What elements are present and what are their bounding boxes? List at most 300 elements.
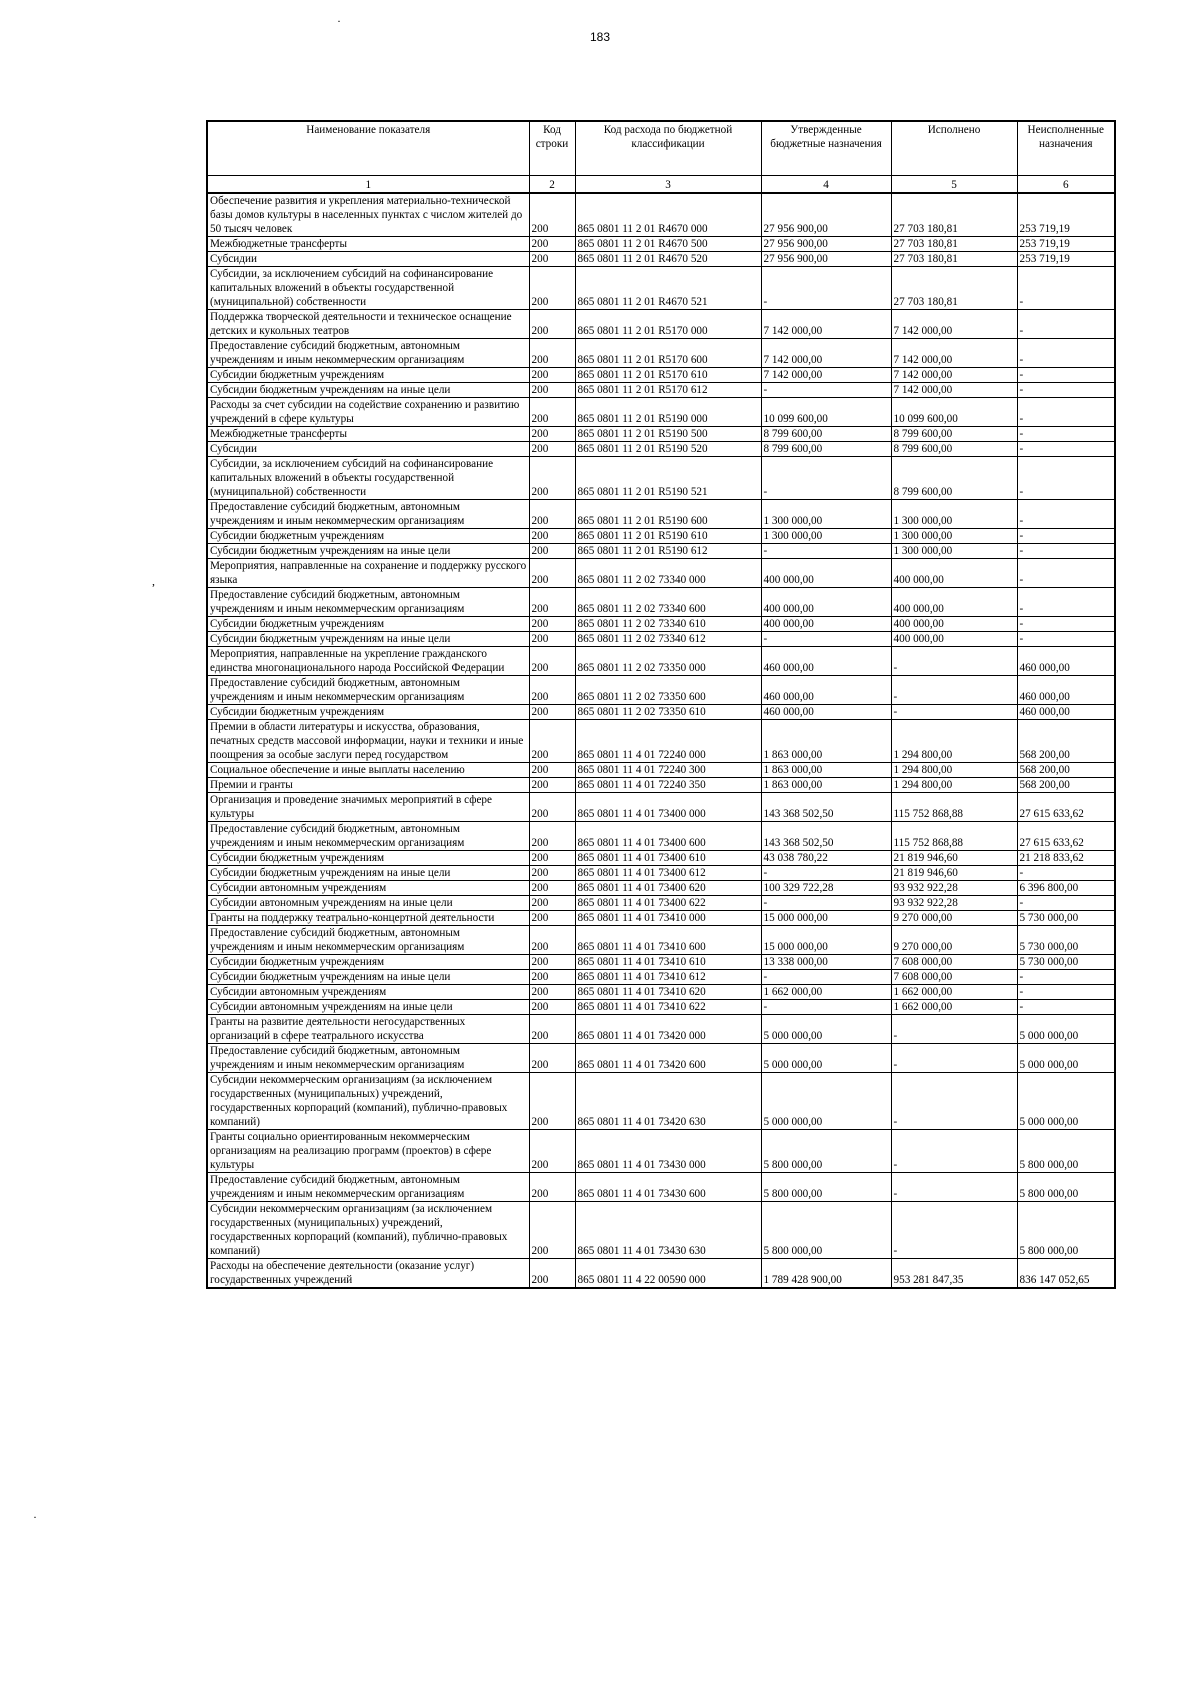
unexecuted-cell: 253 719,19: [1017, 252, 1115, 267]
unexecuted-cell: -: [1017, 267, 1115, 310]
name-cell: Субсидии, за исключением субсидий на софинансирование капитальных вложений в объекты государственной (муниципальной) собственности: [207, 457, 529, 500]
executed-cell: 7 142 000,00: [891, 339, 1017, 368]
budget-code-cell: 865 0801 11 4 01 73420 600: [575, 1044, 761, 1073]
line-code-cell: 200: [529, 267, 575, 310]
approved-cell: 1 789 428 900,00: [761, 1259, 891, 1289]
budget-code-cell: 865 0801 11 4 01 73410 600: [575, 926, 761, 955]
line-code-cell: 200: [529, 310, 575, 339]
executed-cell: 1 300 000,00: [891, 544, 1017, 559]
line-code-cell: 200: [529, 1259, 575, 1289]
approved-cell: 460 000,00: [761, 676, 891, 705]
table-row: [207, 705, 1115, 720]
table-row: [207, 1202, 1115, 1259]
table-row: [207, 763, 1115, 778]
table-row: [207, 267, 1115, 310]
approved-cell: 13 338 000,00: [761, 955, 891, 970]
column-header-unexecuted: Неисполненные назначения: [1017, 121, 1115, 176]
budget-code-cell: 865 0801 11 2 01 R5190 600: [575, 500, 761, 529]
executed-cell: 1 300 000,00: [891, 500, 1017, 529]
table-row: [207, 632, 1115, 647]
name-cell: Гранты на развитие деятельности негосударственных организаций в сфере театрального искусства: [207, 1015, 529, 1044]
approved-cell: 400 000,00: [761, 559, 891, 588]
unexecuted-cell: -: [1017, 457, 1115, 500]
name-cell: Расходы на обеспечение деятельности (оказание услуг) государственных учреждений: [207, 1259, 529, 1289]
approved-cell: 460 000,00: [761, 647, 891, 676]
budget-code-cell: 865 0801 11 2 01 R5190 000: [575, 398, 761, 427]
name-cell: Субсидии бюджетным учреждениям на иные цели: [207, 544, 529, 559]
table-row: [207, 778, 1115, 793]
name-cell: Субсидии бюджетным учреждениям на иные цели: [207, 383, 529, 398]
executed-cell: 27 703 180,81: [891, 237, 1017, 252]
executed-cell: 7 608 000,00: [891, 970, 1017, 985]
name-cell: Гранты социально ориентированным некоммерческим организациям на реализацию программ (проектов) в сфере культуры: [207, 1130, 529, 1173]
table-row: [207, 252, 1115, 267]
unexecuted-cell: 5 730 000,00: [1017, 911, 1115, 926]
table-row: [207, 926, 1115, 955]
line-code-cell: 200: [529, 896, 575, 911]
approved-cell: 15 000 000,00: [761, 926, 891, 955]
line-code-cell: 200: [529, 457, 575, 500]
approved-cell: -: [761, 267, 891, 310]
budget-code-cell: 865 0801 11 2 02 73350 000: [575, 647, 761, 676]
budget-code-cell: 865 0801 11 4 01 73430 000: [575, 1130, 761, 1173]
approved-cell: -: [761, 970, 891, 985]
executed-cell: 400 000,00: [891, 617, 1017, 632]
name-cell: Субсидии бюджетным учреждениям на иные цели: [207, 970, 529, 985]
budget-code-cell: 865 0801 11 2 01 R4670 521: [575, 267, 761, 310]
table-row: [207, 970, 1115, 985]
table-row: [207, 1173, 1115, 1202]
unexecuted-cell: 27 615 633,62: [1017, 793, 1115, 822]
name-cell: Поддержка творческой деятельности и техническое оснащение детских и кукольных театров: [207, 310, 529, 339]
budget-code-cell: 865 0801 11 4 01 73400 620: [575, 881, 761, 896]
unexecuted-cell: -: [1017, 970, 1115, 985]
table-row: [207, 896, 1115, 911]
unexecuted-cell: -: [1017, 985, 1115, 1000]
table-row: [207, 500, 1115, 529]
approved-cell: 8 799 600,00: [761, 427, 891, 442]
executed-cell: 8 799 600,00: [891, 427, 1017, 442]
table-row: [207, 647, 1115, 676]
line-code-cell: 200: [529, 559, 575, 588]
line-code-cell: 200: [529, 193, 575, 237]
executed-cell: 1 300 000,00: [891, 529, 1017, 544]
table-row: [207, 398, 1115, 427]
approved-cell: 1 863 000,00: [761, 763, 891, 778]
executed-cell: 21 819 946,60: [891, 866, 1017, 881]
budget-code-cell: 865 0801 11 4 01 72240 300: [575, 763, 761, 778]
line-code-cell: 200: [529, 339, 575, 368]
scan-speck: ·: [337, 14, 341, 28]
approved-cell: 5 000 000,00: [761, 1073, 891, 1130]
name-cell: Премии в области литературы и искусства, образования, печатных средств массовой информации, науки и техники и иные поощрения за особые заслуги перед государством: [207, 720, 529, 763]
name-cell: Межбюджетные трансферты: [207, 237, 529, 252]
line-code-cell: 200: [529, 398, 575, 427]
unexecuted-cell: 460 000,00: [1017, 676, 1115, 705]
approved-cell: -: [761, 383, 891, 398]
unexecuted-cell: 836 147 052,65: [1017, 1259, 1115, 1289]
line-code-cell: 200: [529, 383, 575, 398]
column-number: 1: [207, 176, 529, 194]
budget-code-cell: 865 0801 11 4 01 73410 620: [575, 985, 761, 1000]
name-cell: Субсидии автономным учреждениям: [207, 985, 529, 1000]
unexecuted-cell: 21 218 833,62: [1017, 851, 1115, 866]
name-cell: Предоставление субсидий бюджетным, автономным учреждениям и иным некоммерческим организациям: [207, 926, 529, 955]
executed-cell: 7 608 000,00: [891, 955, 1017, 970]
name-cell: Предоставление субсидий бюджетным, автономным учреждениям и иным некоммерческим организациям: [207, 1044, 529, 1073]
executed-cell: 8 799 600,00: [891, 457, 1017, 500]
executed-cell: -: [891, 1044, 1017, 1073]
budget-code-cell: 865 0801 11 2 02 73340 612: [575, 632, 761, 647]
budget-code-cell: 865 0801 11 4 01 73410 000: [575, 911, 761, 926]
budget-execution-table: [206, 120, 1116, 1289]
executed-cell: 400 000,00: [891, 588, 1017, 617]
name-cell: Субсидии бюджетным учреждениям: [207, 851, 529, 866]
budget-code-cell: 865 0801 11 2 02 73350 600: [575, 676, 761, 705]
table-header-row: [207, 121, 1115, 176]
approved-cell: 1 863 000,00: [761, 720, 891, 763]
table-row: [207, 881, 1115, 896]
table-row: [207, 1015, 1115, 1044]
name-cell: Субсидии, за исключением субсидий на софинансирование капитальных вложений в объекты государственной (муниципальной) собственности: [207, 267, 529, 310]
scan-speck: ,: [152, 574, 155, 588]
name-cell: Субсидии бюджетным учреждениям на иные цели: [207, 866, 529, 881]
budget-code-cell: 865 0801 11 4 01 73410 610: [575, 955, 761, 970]
column-header-line-code: Код строки: [529, 121, 575, 176]
unexecuted-cell: -: [1017, 427, 1115, 442]
executed-cell: -: [891, 1015, 1017, 1044]
line-code-cell: 200: [529, 529, 575, 544]
unexecuted-cell: 5 730 000,00: [1017, 926, 1115, 955]
budget-code-cell: 865 0801 11 2 01 R5170 600: [575, 339, 761, 368]
scan-speck: ·: [33, 1510, 37, 1524]
line-code-cell: 200: [529, 647, 575, 676]
line-code-cell: 200: [529, 632, 575, 647]
unexecuted-cell: 5 800 000,00: [1017, 1202, 1115, 1259]
unexecuted-cell: -: [1017, 1000, 1115, 1015]
table-row: [207, 529, 1115, 544]
name-cell: Социальное обеспечение и иные выплаты населению: [207, 763, 529, 778]
budget-code-cell: 865 0801 11 4 01 73410 612: [575, 970, 761, 985]
approved-cell: 27 956 900,00: [761, 237, 891, 252]
table-row: [207, 427, 1115, 442]
table-body: [207, 193, 1115, 1288]
name-cell: Межбюджетные трансферты: [207, 427, 529, 442]
table-row: [207, 193, 1115, 237]
approved-cell: 1 863 000,00: [761, 778, 891, 793]
unexecuted-cell: -: [1017, 529, 1115, 544]
name-cell: Субсидии некоммерческим организациям (за исключением государственных (муниципальных) учреждений, государственных корпораций (компаний), публично-правовых компаний): [207, 1202, 529, 1259]
approved-cell: 1 300 000,00: [761, 529, 891, 544]
approved-cell: 43 038 780,22: [761, 851, 891, 866]
executed-cell: 115 752 868,88: [891, 793, 1017, 822]
table-row: [207, 866, 1115, 881]
line-code-cell: 200: [529, 1202, 575, 1259]
executed-cell: 400 000,00: [891, 632, 1017, 647]
budget-code-cell: 865 0801 11 2 01 R4670 000: [575, 193, 761, 237]
line-code-cell: 200: [529, 442, 575, 457]
approved-cell: 100 329 722,28: [761, 881, 891, 896]
budget-code-cell: 865 0801 11 4 01 73420 000: [575, 1015, 761, 1044]
executed-cell: 10 099 600,00: [891, 398, 1017, 427]
unexecuted-cell: 5 000 000,00: [1017, 1073, 1115, 1130]
budget-code-cell: 865 0801 11 4 01 73400 000: [575, 793, 761, 822]
executed-cell: -: [891, 705, 1017, 720]
name-cell: Субсидии некоммерческим организациям (за исключением государственных (муниципальных) учреждений, государственных корпораций (компаний), публично-правовых компаний): [207, 1073, 529, 1130]
budget-code-cell: 865 0801 11 4 01 72240 350: [575, 778, 761, 793]
unexecuted-cell: -: [1017, 866, 1115, 881]
unexecuted-cell: 27 615 633,62: [1017, 822, 1115, 851]
name-cell: Мероприятия, направленные на сохранение и поддержку русского языка: [207, 559, 529, 588]
unexecuted-cell: -: [1017, 442, 1115, 457]
page-number: 183: [589, 30, 611, 44]
budget-code-cell: 865 0801 11 2 01 R5170 610: [575, 368, 761, 383]
unexecuted-cell: -: [1017, 310, 1115, 339]
budget-code-cell: 865 0801 11 2 01 R5170 000: [575, 310, 761, 339]
name-cell: Предоставление субсидий бюджетным, автономным учреждениям и иным некоммерческим организациям: [207, 588, 529, 617]
line-code-cell: 200: [529, 368, 575, 383]
unexecuted-cell: 568 200,00: [1017, 778, 1115, 793]
approved-cell: 10 099 600,00: [761, 398, 891, 427]
unexecuted-cell: 5 730 000,00: [1017, 955, 1115, 970]
column-number: 5: [891, 176, 1017, 194]
table-row: [207, 676, 1115, 705]
table-row: [207, 1073, 1115, 1130]
table-row: [207, 457, 1115, 500]
executed-cell: 1 294 800,00: [891, 778, 1017, 793]
approved-cell: 5 800 000,00: [761, 1173, 891, 1202]
line-code-cell: 200: [529, 778, 575, 793]
table-row: [207, 793, 1115, 822]
executed-cell: 1 662 000,00: [891, 985, 1017, 1000]
executed-cell: -: [891, 647, 1017, 676]
executed-cell: 8 799 600,00: [891, 442, 1017, 457]
table-row: [207, 1044, 1115, 1073]
executed-cell: 953 281 847,35: [891, 1259, 1017, 1289]
executed-cell: 1 294 800,00: [891, 763, 1017, 778]
executed-cell: 27 703 180,81: [891, 193, 1017, 237]
name-cell: Субсидии бюджетным учреждениям: [207, 955, 529, 970]
column-number: 3: [575, 176, 761, 194]
unexecuted-cell: -: [1017, 500, 1115, 529]
table-row: [207, 617, 1115, 632]
column-header-name: Наименование показателя: [207, 121, 529, 176]
name-cell: Субсидии бюджетным учреждениям: [207, 617, 529, 632]
unexecuted-cell: 253 719,19: [1017, 193, 1115, 237]
unexecuted-cell: 5 000 000,00: [1017, 1044, 1115, 1073]
line-code-cell: 200: [529, 676, 575, 705]
unexecuted-cell: 5 000 000,00: [1017, 1015, 1115, 1044]
approved-cell: -: [761, 457, 891, 500]
name-cell: Субсидии автономным учреждениям: [207, 881, 529, 896]
executed-cell: 9 270 000,00: [891, 926, 1017, 955]
budget-code-cell: 865 0801 11 4 01 73410 622: [575, 1000, 761, 1015]
approved-cell: 27 956 900,00: [761, 193, 891, 237]
approved-cell: 460 000,00: [761, 705, 891, 720]
table-row: [207, 588, 1115, 617]
executed-cell: 1 662 000,00: [891, 1000, 1017, 1015]
name-cell: Предоставление субсидий бюджетным, автономным учреждениям и иным некоммерческим организациям: [207, 500, 529, 529]
approved-cell: 143 368 502,50: [761, 822, 891, 851]
unexecuted-cell: -: [1017, 544, 1115, 559]
name-cell: Мероприятия, направленные на укрепление гражданского единства многонационального народа Российской Федерации: [207, 647, 529, 676]
unexecuted-cell: 5 800 000,00: [1017, 1173, 1115, 1202]
executed-cell: 7 142 000,00: [891, 368, 1017, 383]
budget-code-cell: 865 0801 11 2 02 73350 610: [575, 705, 761, 720]
table-row: [207, 720, 1115, 763]
executed-cell: 21 819 946,60: [891, 851, 1017, 866]
table-row: [207, 339, 1115, 368]
line-code-cell: 200: [529, 955, 575, 970]
approved-cell: 1 300 000,00: [761, 500, 891, 529]
budget-code-cell: 865 0801 11 2 02 73340 600: [575, 588, 761, 617]
line-code-cell: 200: [529, 881, 575, 896]
column-header-executed: Исполнено: [891, 121, 1017, 176]
unexecuted-cell: -: [1017, 559, 1115, 588]
executed-cell: 7 142 000,00: [891, 310, 1017, 339]
table-row: [207, 383, 1115, 398]
approved-cell: 5 000 000,00: [761, 1015, 891, 1044]
budget-code-cell: 865 0801 11 2 01 R5190 612: [575, 544, 761, 559]
executed-cell: 93 932 922,28: [891, 881, 1017, 896]
name-cell: Предоставление субсидий бюджетным, автономным учреждениям и иным некоммерческим организациям: [207, 1173, 529, 1202]
name-cell: Субсидии автономным учреждениям на иные цели: [207, 1000, 529, 1015]
budget-code-cell: 865 0801 11 2 02 73340 000: [575, 559, 761, 588]
executed-cell: -: [891, 1202, 1017, 1259]
approved-cell: 143 368 502,50: [761, 793, 891, 822]
name-cell: Субсидии бюджетным учреждениям на иные цели: [207, 632, 529, 647]
name-cell: Предоставление субсидий бюджетным, автономным учреждениям и иным некоммерческим организациям: [207, 339, 529, 368]
name-cell: Субсидии: [207, 442, 529, 457]
budget-code-cell: 865 0801 11 2 01 R5190 520: [575, 442, 761, 457]
name-cell: Расходы за счет субсидии на содействие сохранению и развитию учреждений в сфере культуры: [207, 398, 529, 427]
budget-code-cell: 865 0801 11 2 01 R5170 612: [575, 383, 761, 398]
unexecuted-cell: -: [1017, 383, 1115, 398]
table-row: [207, 1259, 1115, 1289]
line-code-cell: 200: [529, 1173, 575, 1202]
unexecuted-cell: -: [1017, 632, 1115, 647]
line-code-cell: 200: [529, 237, 575, 252]
approved-cell: 8 799 600,00: [761, 442, 891, 457]
line-code-cell: 200: [529, 252, 575, 267]
table-row: [207, 822, 1115, 851]
approved-cell: 5 800 000,00: [761, 1202, 891, 1259]
column-header-approved: Утвержденные бюджетные назначения: [761, 121, 891, 176]
line-code-cell: 200: [529, 985, 575, 1000]
name-cell: Субсидии бюджетным учреждениям: [207, 705, 529, 720]
line-code-cell: 200: [529, 822, 575, 851]
line-code-cell: 200: [529, 500, 575, 529]
table-row: [207, 559, 1115, 588]
name-cell: Обеспечение развития и укрепления материально-технической базы домов культуры в населенных пунктах с числом жителей до 50 тысяч человек: [207, 193, 529, 237]
line-code-cell: 200: [529, 1015, 575, 1044]
table-row: [207, 1130, 1115, 1173]
line-code-cell: 200: [529, 851, 575, 866]
executed-cell: 7 142 000,00: [891, 383, 1017, 398]
table-row: [207, 911, 1115, 926]
unexecuted-cell: 253 719,19: [1017, 237, 1115, 252]
column-number-row: [207, 176, 1115, 194]
column-header-budget-code: Код расхода по бюджетной классификации: [575, 121, 761, 176]
unexecuted-cell: 5 800 000,00: [1017, 1130, 1115, 1173]
line-code-cell: 200: [529, 763, 575, 778]
line-code-cell: 200: [529, 720, 575, 763]
approved-cell: 15 000 000,00: [761, 911, 891, 926]
budget-code-cell: 865 0801 11 4 01 73400 622: [575, 896, 761, 911]
approved-cell: -: [761, 866, 891, 881]
approved-cell: 7 142 000,00: [761, 339, 891, 368]
name-cell: Субсидии бюджетным учреждениям: [207, 529, 529, 544]
line-code-cell: 200: [529, 1044, 575, 1073]
budget-code-cell: 865 0801 11 4 01 73400 610: [575, 851, 761, 866]
line-code-cell: 200: [529, 911, 575, 926]
unexecuted-cell: -: [1017, 617, 1115, 632]
budget-code-cell: 865 0801 11 2 01 R4670 520: [575, 252, 761, 267]
column-number: 6: [1017, 176, 1115, 194]
budget-code-cell: 865 0801 11 4 01 72240 000: [575, 720, 761, 763]
line-code-cell: 200: [529, 588, 575, 617]
approved-cell: 5 000 000,00: [761, 1044, 891, 1073]
executed-cell: -: [891, 1130, 1017, 1173]
table-row: [207, 442, 1115, 457]
name-cell: Субсидии бюджетным учреждениям: [207, 368, 529, 383]
name-cell: Премии и гранты: [207, 778, 529, 793]
approved-cell: 5 800 000,00: [761, 1130, 891, 1173]
line-code-cell: 200: [529, 544, 575, 559]
unexecuted-cell: -: [1017, 368, 1115, 383]
approved-cell: 400 000,00: [761, 617, 891, 632]
column-number: 4: [761, 176, 891, 194]
executed-cell: 115 752 868,88: [891, 822, 1017, 851]
approved-cell: -: [761, 1000, 891, 1015]
unexecuted-cell: 568 200,00: [1017, 763, 1115, 778]
line-code-cell: 200: [529, 617, 575, 632]
budget-code-cell: 865 0801 11 2 01 R4670 500: [575, 237, 761, 252]
table-row: [207, 368, 1115, 383]
budget-code-cell: 865 0801 11 4 22 00590 000: [575, 1259, 761, 1289]
table-row: [207, 544, 1115, 559]
approved-cell: -: [761, 896, 891, 911]
line-code-cell: 200: [529, 705, 575, 720]
column-number: 2: [529, 176, 575, 194]
approved-cell: 400 000,00: [761, 588, 891, 617]
approved-cell: 1 662 000,00: [761, 985, 891, 1000]
table-row: [207, 955, 1115, 970]
approved-cell: 7 142 000,00: [761, 368, 891, 383]
approved-cell: 27 956 900,00: [761, 252, 891, 267]
line-code-cell: 200: [529, 793, 575, 822]
executed-cell: -: [891, 1073, 1017, 1130]
approved-cell: -: [761, 632, 891, 647]
table-row: [207, 237, 1115, 252]
name-cell: Организация и проведение значимых мероприятий в сфере культуры: [207, 793, 529, 822]
line-code-cell: 200: [529, 1000, 575, 1015]
budget-code-cell: 865 0801 11 2 01 R5190 521: [575, 457, 761, 500]
line-code-cell: 200: [529, 926, 575, 955]
budget-code-cell: 865 0801 11 4 01 73430 630: [575, 1202, 761, 1259]
budget-code-cell: 865 0801 11 4 01 73400 612: [575, 866, 761, 881]
name-cell: Субсидии автономным учреждениям на иные цели: [207, 896, 529, 911]
approved-cell: -: [761, 544, 891, 559]
table-row: [207, 851, 1115, 866]
executed-cell: 400 000,00: [891, 559, 1017, 588]
budget-code-cell: 865 0801 11 2 02 73340 610: [575, 617, 761, 632]
budget-code-cell: 865 0801 11 4 01 73430 600: [575, 1173, 761, 1202]
executed-cell: 27 703 180,81: [891, 252, 1017, 267]
line-code-cell: 200: [529, 1130, 575, 1173]
name-cell: Субсидии: [207, 252, 529, 267]
budget-code-cell: 865 0801 11 4 01 73400 600: [575, 822, 761, 851]
